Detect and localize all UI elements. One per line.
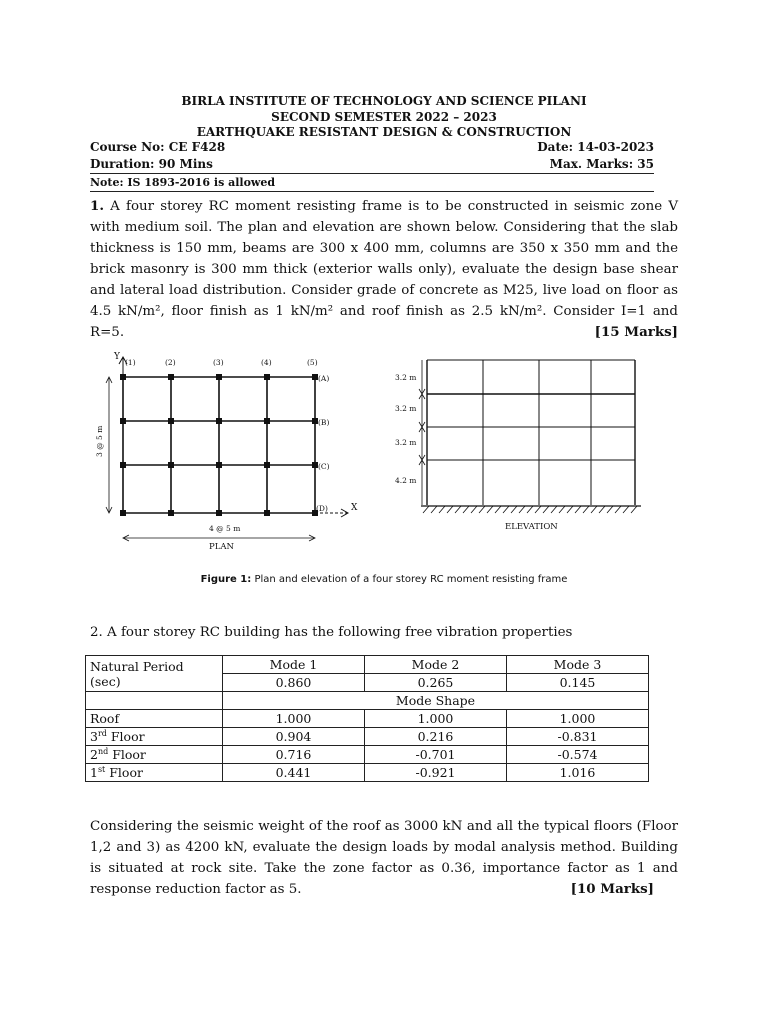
elevation-drawing [419, 360, 641, 513]
elevation-height-4: 3.2 m [395, 373, 417, 382]
question-1 [90, 196, 678, 343]
floor-number: 1 [90, 765, 98, 780]
semester: SECOND SEMESTER 2022 – 2023 [271, 110, 497, 124]
plan-bottom-dimension: 4 @ 5 m [209, 524, 241, 533]
figure-caption-text: Plan and elevation of a four storey RC moment resisting frame [251, 574, 568, 585]
question-2-intro: 2. A four storey RC building has the following free vibration properties [90, 625, 573, 640]
mode-table [85, 655, 649, 782]
course-title: EARTHQUAKE RESISTANT DESIGN & CONSTRUCTION [196, 125, 572, 139]
question-2-marks: [10 Marks] [570, 881, 654, 897]
plan-row-label-a: (A) [318, 374, 330, 383]
table-row [86, 692, 649, 710]
period-mode-2: 0.265 [365, 674, 507, 692]
elevation-height-1: 4.2 m [395, 476, 417, 485]
mode-header-1: Mode 1 [223, 656, 365, 674]
period-mode-3: 0.145 [507, 674, 649, 692]
table-row [86, 746, 649, 764]
question-1-number: 1. [90, 198, 104, 214]
plan-col-label-5: (5) [307, 358, 318, 367]
plan-col-label-1: (1) [125, 358, 136, 367]
elevation-labels [395, 373, 558, 532]
cell: 1.016 [507, 764, 649, 782]
cell: -0.831 [507, 728, 649, 746]
figure-1 [85, 345, 685, 560]
cell: -0.921 [365, 764, 507, 782]
table-row [86, 764, 649, 782]
elevation-height-2: 3.2 m [395, 438, 417, 447]
cell: 0.216 [365, 728, 507, 746]
cell: 1.000 [365, 710, 507, 728]
table-row [86, 728, 649, 746]
course-no: Course No: CE F428 [90, 140, 226, 154]
plan-x-axis-label: X [351, 503, 358, 513]
header-rule-bottom [90, 191, 654, 192]
floor-label-3 [86, 728, 223, 746]
mode-header-3: Mode 3 [507, 656, 649, 674]
question-2-body: Considering the seismic weight of the roof as 3000 kN and all the typical floors (Floor 1,2 and 3) as 4200 kN, evaluate the design loads by modal analysis method. Building is situated at rock site. Take the zone factor as 0.36, importance factor as 1 and response reduction factor as 5. [90, 819, 678, 897]
floor-suffix: Floor [108, 747, 146, 762]
question-2-text [90, 816, 678, 900]
floor-ordinal: st [97, 764, 106, 774]
period-label: Natural Period (sec) [86, 656, 223, 692]
figure-caption [0, 574, 768, 585]
cell: 0.716 [223, 746, 365, 764]
plan-y-axis-label: Y [114, 352, 120, 362]
elevation-height-3: 3.2 m [395, 404, 417, 413]
floor-name: Roof [90, 711, 120, 726]
cell: -0.574 [507, 746, 649, 764]
floor-suffix: Floor [105, 765, 143, 780]
cell: -0.701 [365, 746, 507, 764]
floor-label-1 [86, 764, 223, 782]
duration: Duration: 90 Mins [90, 157, 213, 171]
institute-name: BIRLA INSTITUTE OF TECHNOLOGY AND SCIENCE PILANI [181, 94, 587, 108]
plan-row-label-b: (B) [318, 418, 330, 427]
course-row [90, 140, 654, 154]
table-row [86, 656, 649, 674]
duration-row [90, 157, 654, 171]
floor-suffix: Floor [106, 729, 145, 744]
table-row [86, 710, 649, 728]
cell: 1.000 [507, 710, 649, 728]
plan-side-dimension: 3 @ 5 m [95, 425, 104, 457]
plan-row-label-d: (D) [316, 504, 328, 513]
elevation-title: ELEVATION [505, 522, 558, 532]
question-1-text: A four storey RC moment resisting frame is to be constructed in seismic zone V with medium soil. The plan and elevation are shown below. Considering that the slab thickness is 150 mm, beams are 300 x 400 mm, columns are 350 x 350 mm and the brick masonry is 300 mm thick (exterior walls only), evaluate the design base shear and lateral load distribution. Consider grade of concrete as M25, live load on floor as 4.5 kN/m², floor finish as 1 kN/m² and roof finish as 2.5 kN/m². Consider I=1 and R=5. [90, 199, 678, 340]
figure-caption-label: Figure 1: [200, 574, 252, 585]
empty-cell [86, 692, 223, 710]
header-rule-top [90, 173, 654, 174]
mode-shape-label: Mode Shape [223, 692, 649, 710]
floor-label-2 [86, 746, 223, 764]
plan-labels [95, 352, 358, 552]
cell: 0.441 [223, 764, 365, 782]
cell: 0.904 [223, 728, 365, 746]
question-1-marks: [15 Marks] [594, 324, 678, 340]
plan-drawing [106, 357, 348, 541]
plan-title: PLAN [209, 542, 234, 552]
plan-col-label-4: (4) [261, 358, 272, 367]
note: Note: IS 1893-2016 is allowed [90, 176, 276, 189]
max-marks: Max. Marks: 35 [549, 157, 654, 171]
plan-col-label-3: (3) [213, 358, 224, 367]
floor-ordinal: rd [97, 728, 107, 738]
floor-ordinal: nd [97, 746, 109, 756]
plan-row-label-c: (C) [318, 462, 330, 471]
floor-number: 3 [90, 729, 98, 744]
cell: 1.000 [223, 710, 365, 728]
floor-label-roof [86, 710, 223, 728]
plan-col-label-2: (2) [165, 358, 176, 367]
mode-header-2: Mode 2 [365, 656, 507, 674]
floor-number: 2 [90, 747, 98, 762]
period-mode-1: 0.860 [223, 674, 365, 692]
exam-date: Date: 14-03-2023 [537, 140, 654, 154]
